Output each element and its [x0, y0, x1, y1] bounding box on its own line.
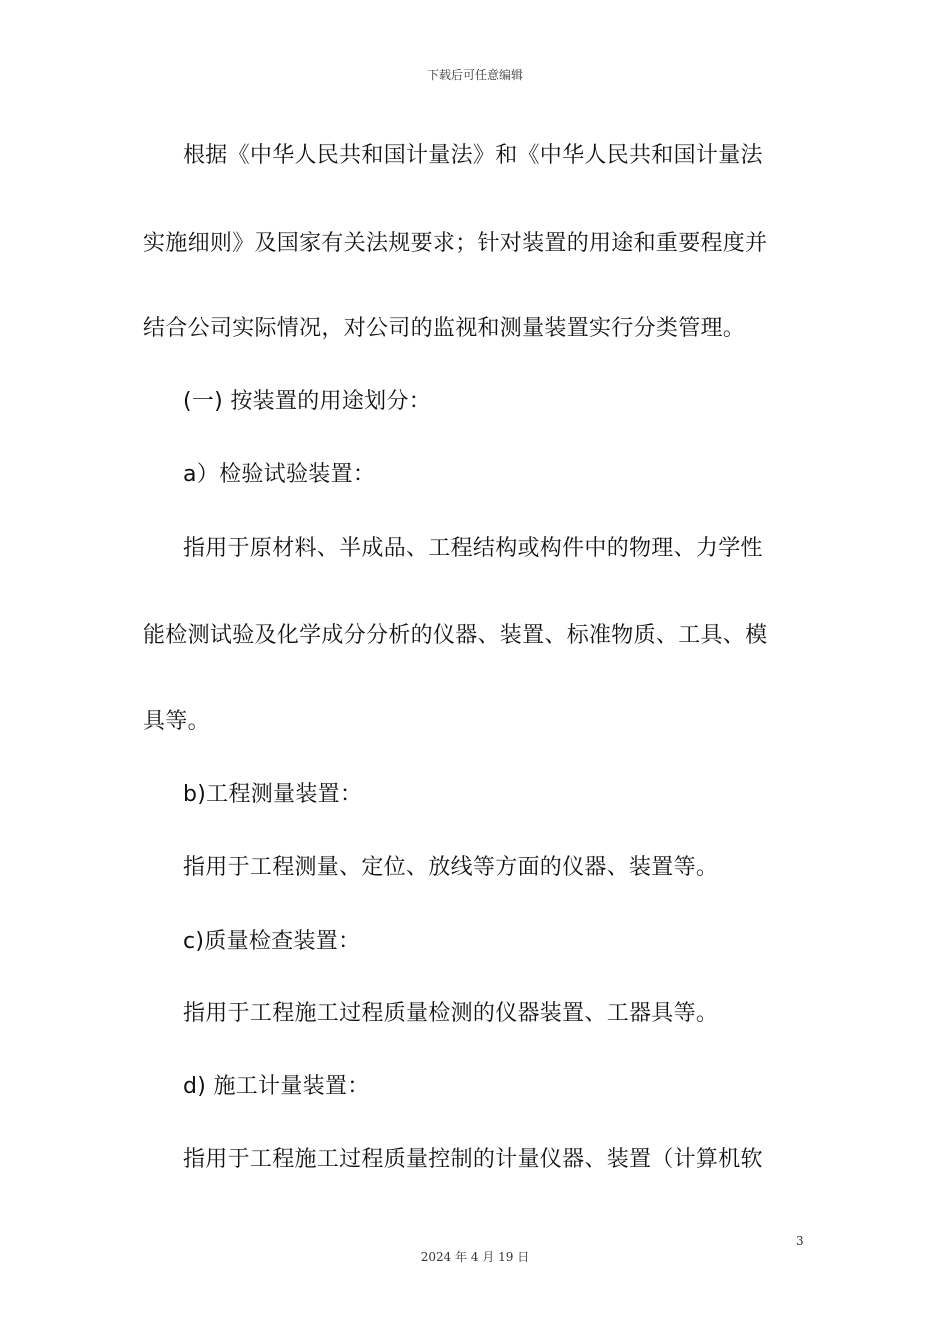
page-footer-date: 2024 年 4 月 19 日 — [420, 1250, 530, 1264]
subsection-heading: c)质量检查装置： — [183, 929, 361, 954]
paragraph-line: 指用于原材料、半成品、工程结构或构件中的物理、力学性 — [183, 536, 763, 561]
paragraph-line: 结合公司实际情况，对公司的监视和测量装置实行分类管理。 — [143, 316, 746, 341]
page-number: 3 — [796, 1234, 804, 1248]
subsection-heading: a）检验试验装置： — [183, 462, 376, 487]
paragraph-line: 能检测试验及化学成分分析的仪器、装置、标准物质、工具、模 — [143, 623, 768, 648]
subsection-heading: d) 施工计量装置： — [183, 1074, 370, 1099]
page-header: 下载后可任意编辑 — [426, 68, 523, 82]
paragraph-line: 指用于工程施工过程质量检测的仪器装置、工器具等。 — [183, 1001, 719, 1026]
paragraph-line: 根据《中华人民共和国计量法》和《中华人民共和国计量法 — [183, 143, 763, 168]
paragraph-line: 实施细则》及国家有关法规要求；针对装置的用途和重要程度并 — [143, 231, 768, 256]
section-heading: (一) 按装置的用途划分： — [183, 389, 432, 414]
subsection-heading: b)工程测量装置： — [183, 782, 363, 807]
paragraph-line: 指用于工程施工过程质量控制的计量仪器、装置（计算机软 — [183, 1147, 763, 1172]
paragraph-line: 指用于工程测量、定位、放线等方面的仪器、装置等。 — [183, 855, 719, 880]
paragraph-line: 具等。 — [143, 709, 210, 734]
